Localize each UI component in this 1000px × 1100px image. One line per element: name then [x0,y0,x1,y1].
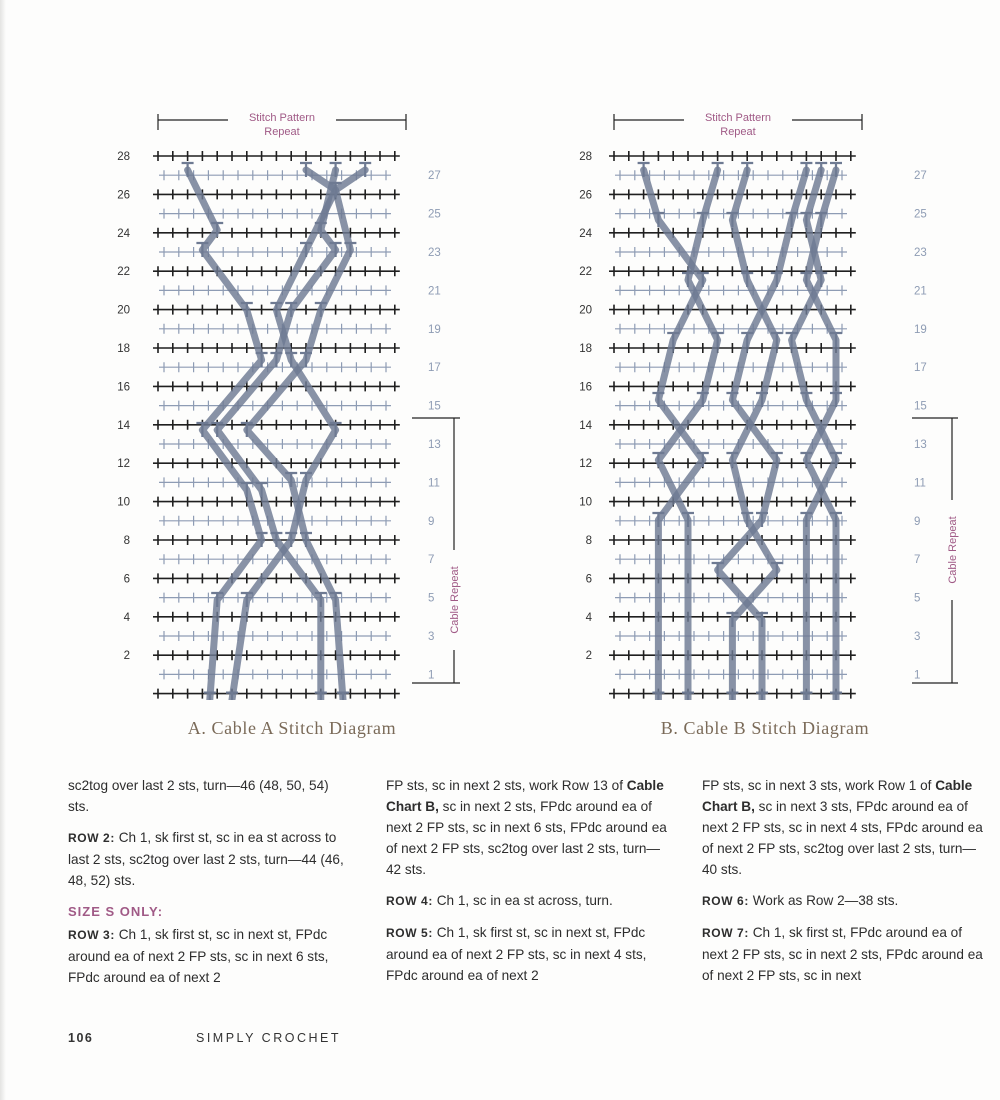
row-number-odd: 25 [428,208,441,221]
stitch-grid [153,151,400,699]
magazine-name: SIMPLY CROCHET [196,1031,341,1045]
sc-row-dark [609,151,856,161]
row-number-even: 28 [117,151,130,163]
row-number-even: 6 [585,573,592,586]
sc-row-light [159,285,391,295]
row-number-odd: 15 [428,400,441,413]
row-number-odd: 21 [428,285,441,298]
row-number-odd: 13 [914,439,927,451]
row-number-even: 20 [117,304,130,317]
chart-b-caption: B. Cable B Stitch Diagram [660,718,870,738]
cable-lines [638,163,842,700]
sc-row-light [615,324,847,334]
paragraph [386,775,671,880]
row-number-odd: 1 [914,669,921,682]
row-number-even: 24 [117,227,130,240]
page-edge-shadow [0,0,6,1100]
row-number-odd: 23 [914,247,927,259]
even-row-numbers [117,151,130,662]
repeat-label-line1: Stitch Pattern [248,112,316,124]
row-number-odd: 3 [914,631,921,643]
paragraph-row-7 [702,922,987,986]
paragraph-row-5 [386,922,671,986]
row-number-odd: 7 [914,554,921,567]
text: FP sts, sc in next 3 sts, work Row 1 of [702,778,936,793]
sc-row-light [159,209,391,219]
row-label: ROW 2: [68,831,115,845]
row-number-odd: 15 [914,400,927,413]
row-text: Ch 1, sc in ea st across, turn. [432,893,613,908]
repeat-label-line2: Repeat [264,126,300,138]
row-number-odd: 27 [428,170,441,183]
row-number-even: 28 [579,151,592,163]
sc-row-dark [153,650,400,660]
row-number-even: 22 [117,266,130,279]
sc-row-dark [153,573,400,583]
row-number-even: 2 [123,650,130,663]
sc-row-dark [153,266,400,276]
row-number-even: 2 [585,650,592,663]
row-number-even: 24 [579,227,592,240]
sc-row-dark [609,189,856,199]
row-number-even: 4 [123,611,130,624]
row-number-odd: 17 [914,362,927,375]
row-number-odd: 19 [914,323,927,336]
row-number-odd: 7 [428,554,435,567]
row-number-even: 22 [579,266,592,279]
sc-row-dark [153,189,400,199]
chart-a-caption: A. Cable A Stitch Diagram [187,718,397,738]
row-text: Work as Row 2—38 sts. [748,893,899,908]
row-number-odd: 21 [914,285,927,298]
row-label: ROW 3: [68,928,115,942]
row-number-even: 14 [117,419,130,432]
sc-row-light [615,516,847,526]
cable-b-stitch-diagram [570,100,970,700]
sc-row-dark [609,343,856,353]
row-number-even: 10 [117,496,130,509]
sc-row-dark [153,151,400,161]
row-number-odd: 5 [914,592,921,605]
chart-reference: Cable Chart B, [702,778,973,814]
row-number-even: 10 [579,496,592,509]
row-number-odd: 11 [428,477,440,490]
text: sc in next 2 sts, FPdc around ea of next 2 FP sts, sc in next 6 sts, FPdc around ea of next 2 FP sts, sc2tog over last 2 sts, turn—42 sts. [386,799,667,877]
row-number-even: 6 [123,573,130,586]
row-number-even: 8 [585,535,592,547]
sc-row-light [159,439,391,449]
row-number-odd: 27 [914,170,927,183]
paragraph-row-3 [68,924,353,988]
row-number-odd: 19 [428,323,441,336]
row-label: ROW 4: [386,894,433,908]
row-number-odd: 1 [428,669,435,682]
paragraph-row-2 [68,827,353,891]
row-number-odd: 5 [428,592,435,605]
paragraph: sc2tog over last 2 sts, turn—46 (48, 50, 54) sts. [68,778,329,814]
row-number-odd: 11 [914,477,926,490]
row-number-odd: 9 [428,515,435,528]
sc-row-dark [153,497,400,507]
sc-row-dark [153,420,400,430]
row-number-even: 26 [117,189,130,202]
row-number-even: 18 [117,343,130,355]
row-number-even: 18 [579,343,592,355]
sc-row-light [159,324,391,334]
text-column-2 [386,775,671,996]
row-number-even: 16 [117,381,130,394]
sc-row-light [159,401,391,411]
row-label: ROW 5: [386,926,433,940]
text-column-3 [702,775,987,996]
row-number-even: 14 [579,419,592,432]
row-number-odd: 3 [428,631,435,643]
row-label: ROW 6: [702,894,749,908]
odd-row-numbers [914,170,927,681]
sc-row-light [615,593,847,603]
repeat-label-line1: Stitch Pattern [704,112,772,124]
cable-repeat-label: Cable Repeat [449,566,461,634]
row-number-even: 20 [579,304,592,317]
row-number-even: 4 [585,611,592,624]
row-number-even: 12 [579,458,592,471]
row-text: Ch 1, sk first st, FPdc around ea of next 2 FP sts, sc in next 2 sts, FPdc around ea of next 2 FP sts, sc in next [702,925,983,983]
sc-row-light [159,669,391,679]
sc-row-light [159,593,391,603]
text-column-1 [68,775,353,998]
row-number-even: 12 [117,458,130,471]
row-text: Ch 1, sk first st, sc in next st, FPdc around ea of next 2 FP sts, sc in next 6 sts, FPdc around ea of next 2 [68,927,329,985]
row-number-odd: 25 [914,208,927,221]
cable-a-repeat-bracket [400,410,470,690]
text: sc in next 3 sts, FPdc around ea of next 2 FP sts, sc in next 4 sts, FPdc around ea of next 2 FP sts, sc2tog over last 2 sts, turn—40 sts. [702,799,983,877]
sc-row-dark [153,228,400,238]
row-number-even: 16 [579,381,592,394]
sc-row-dark [153,689,400,699]
repeat-label-line2: Repeat [720,126,756,138]
even-row-numbers [579,151,592,662]
sc-row-light [615,362,847,372]
row-number-even: 8 [123,535,130,547]
sc-row-light [159,477,391,487]
sc-row-light [159,631,391,641]
row-number-odd: 17 [428,362,441,375]
paragraph-row-6 [702,890,987,912]
page-number: 106 [68,1031,94,1045]
sc-row-dark [153,612,400,622]
row-number-odd: 9 [914,515,921,528]
row-label: ROW 7: [702,926,749,940]
cable-repeat-label: Cable Repeat [947,516,959,584]
row-text: Ch 1, sk first st, sc in ea st across to last 2 sts, sc2tog over last 2 sts, turn—44 (46, 48, 52) sts. [68,830,344,888]
row-number-even: 26 [579,189,592,202]
paragraph-row-4 [386,890,671,912]
sc-row-dark [609,535,856,545]
row-number-odd: 13 [428,439,441,451]
paragraph [702,775,987,880]
size-heading: SIZE S ONLY: [68,904,164,919]
row-text: Ch 1, sk first st, sc in next st, FPdc around ea of next 2 FP sts, sc in next 4 sts, FPdc around ea of next 2 [386,925,647,983]
chart-reference: Cable Chart B, [386,778,664,814]
row-number-odd: 23 [428,247,441,259]
sc-row-light [159,247,391,257]
text: FP sts, sc in next 2 sts, work Row 13 of [386,778,627,793]
